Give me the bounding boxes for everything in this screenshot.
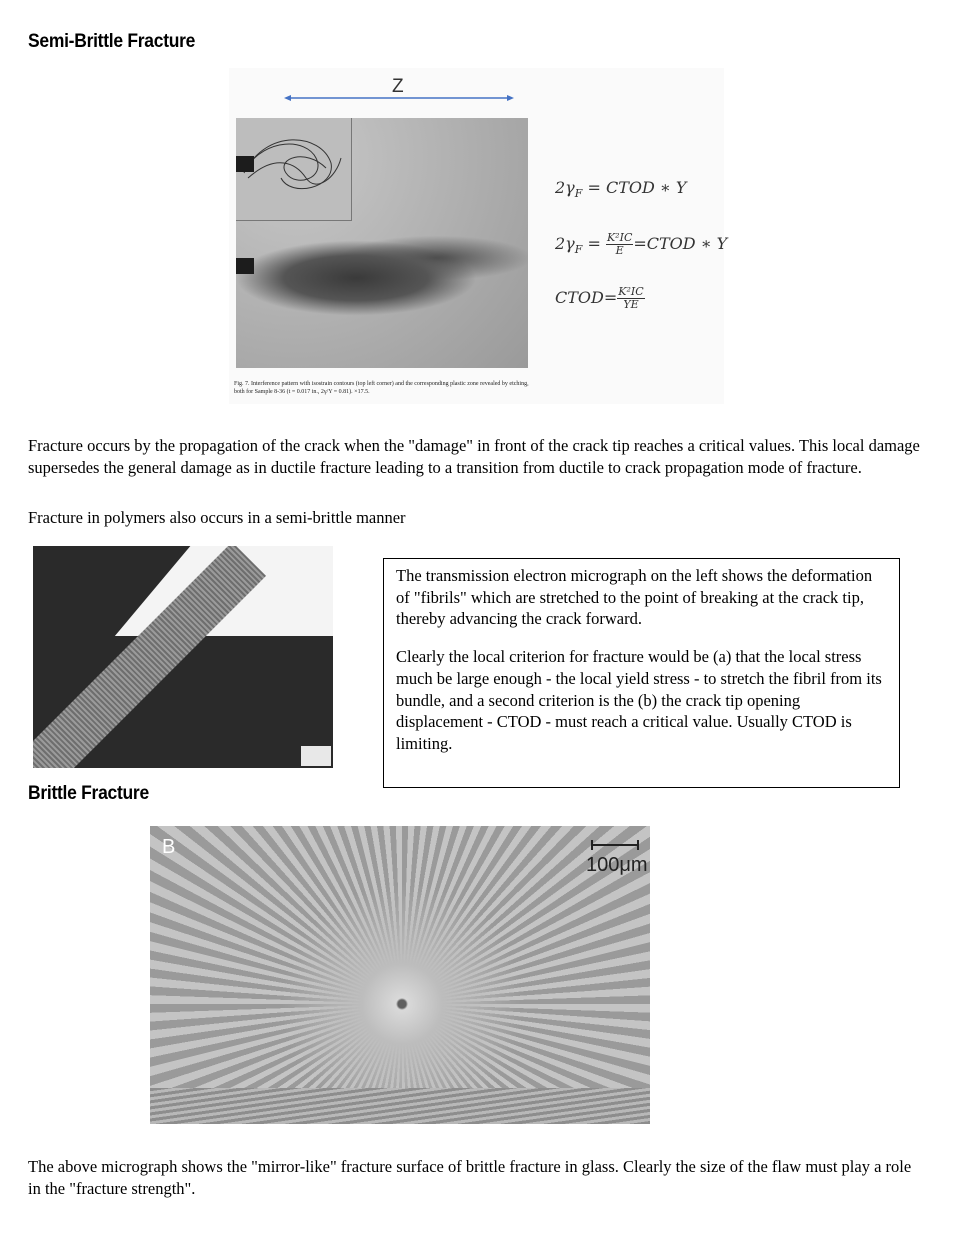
- panel-letter: B: [162, 836, 176, 858]
- formula-surface-energy-ctod: $2\gamma_F$ = CTOD ∗ Y: [555, 178, 687, 201]
- textbox-paragraph-2: Clearly the local criterion for fracture would be (a) that the local stress much be large enough - the local yield stress - to stretch the fibril from its bundle, and a second criterion is the (b) the crack tip opening displacement - CTOD - must reach a critical value. Usually CTOD is limiting.: [396, 647, 882, 753]
- paragraph-crack-propagation: Fracture occurs by the propagation of the crack when the "damage" in front of the crack tip reaches a critical values. This local damage supersedes the general damage as in ductile fracture leading to a transition from ductile to crack propagation mode of fracture.: [28, 436, 920, 477]
- paragraph-polymers: Fracture in polymers also occurs in a semi-brittle manner: [28, 508, 406, 527]
- figure-plastic-zone: [229, 68, 728, 404]
- fracture-edge-region: [150, 1088, 650, 1124]
- section-heading-semi-brittle: Semi-Brittle Fracture: [28, 31, 196, 52]
- formula-surface-energy-kic: $2\gamma_F$ = $\frac{\text{K²IC}}{E}$ =CTOD ∗ Y: [555, 231, 728, 257]
- notch-marker-top: [236, 156, 254, 172]
- plastic-zone-micrograph: [236, 118, 528, 368]
- scale-bar-label: 100μm: [586, 854, 648, 876]
- fibril-explanation-textbox: [383, 558, 900, 788]
- fibril-tem-micrograph: [33, 546, 333, 768]
- scale-bar-line-icon: [591, 840, 639, 850]
- paragraph-mirror-fracture: The above micrograph shows the "mirror-like" fracture surface of brittle fracture in glass. Clearly the size of the flaw must play a role in the "fracture strength".: [28, 1157, 912, 1198]
- glass-fracture-micrograph: [150, 826, 650, 1124]
- notch-marker-bottom: [236, 258, 254, 274]
- textbox-paragraph-1: The transmission electron micrograph on the left shows the deformation of "fibrils" which are stretched to the point of breaking at the crack tip, thereby advancing the crack forward.: [396, 566, 873, 629]
- formula-ctod: CTOD= $\frac{\text{K²IC}}{YE}$: [555, 285, 644, 311]
- z-axis-label: Z: [392, 76, 404, 97]
- section-heading-brittle: Brittle Fracture: [28, 783, 149, 804]
- fibril-band: [33, 546, 266, 768]
- figure1-caption: Fig. 7. Interference pattern with isostrain contours (top left corner) and the corresponding plastic zone revealed by etching, both for Sample 8-36 (t = 0.017 in., 2γ/Y = 0.81). ×17.5.: [234, 381, 529, 395]
- scale-bar-icon: [301, 746, 331, 766]
